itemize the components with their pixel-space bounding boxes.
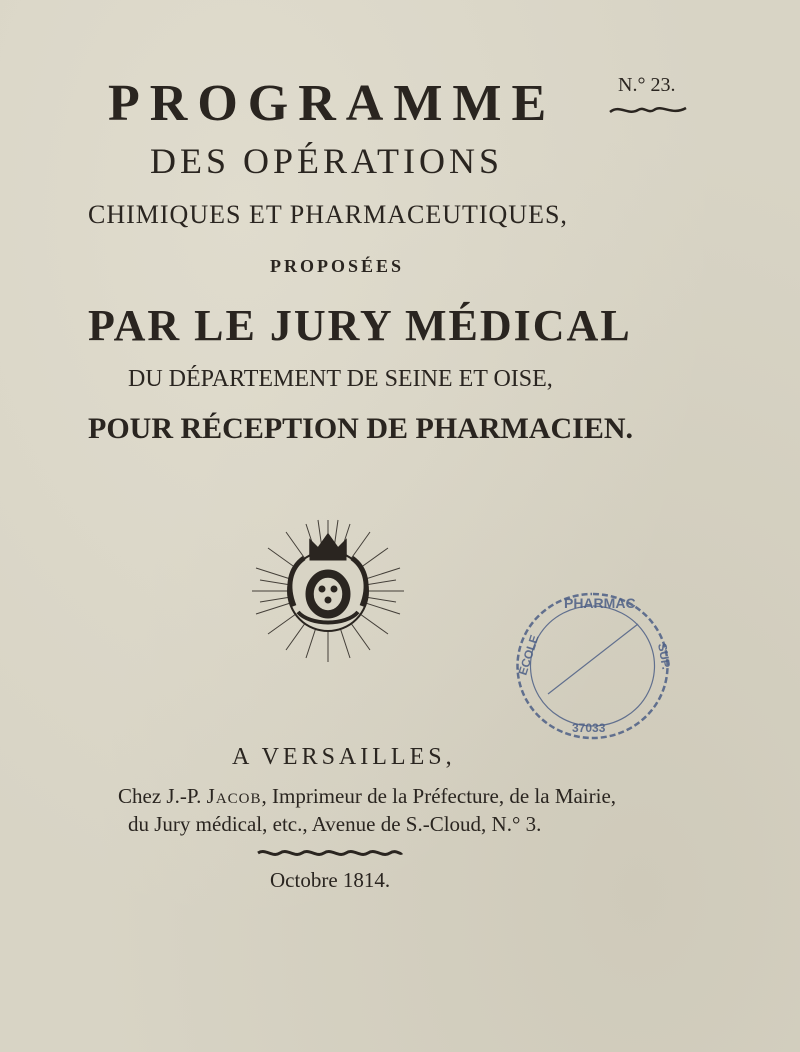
imprint-place: A VERSAILLES, bbox=[232, 744, 456, 770]
stamp-bottom-text: 37033 bbox=[572, 721, 606, 735]
title-departement: DU DÉPARTEMENT DE SEINE ET OISE, bbox=[128, 366, 553, 392]
imprint-date: Octobre 1814. bbox=[270, 868, 391, 892]
imprint-printer-line bbox=[118, 784, 616, 809]
imprint-address: du Jury médical, etc., Avenue de S.-Cloud, N.° 3. bbox=[128, 812, 542, 836]
imprint-printer-suffix: , Imprimeur de la Préfecture, de la Mairie, bbox=[261, 784, 617, 808]
flourish-icon bbox=[606, 100, 690, 120]
ornamental-rule-icon bbox=[256, 846, 404, 860]
title-chimiques: CHIMIQUES ET PHARMACEUTIQUES, bbox=[88, 200, 568, 229]
stamp-top-text: PHARMAC bbox=[564, 595, 636, 611]
library-stamp-icon bbox=[508, 584, 678, 744]
royal-crown-emblem-icon bbox=[250, 516, 406, 666]
document-number: N.° 23. bbox=[618, 74, 676, 96]
stamp-left-text: ÉCOLE bbox=[515, 633, 542, 677]
title-programme: PROGRAMME bbox=[108, 75, 557, 132]
imprint-printer-prefix: Chez J.-P. bbox=[118, 784, 207, 808]
stamp-right-text: SUP. bbox=[655, 642, 674, 671]
title-reception: POUR RÉCEPTION DE PHARMACIEN. bbox=[88, 412, 634, 445]
title-jury-medical: PAR LE JURY MÉDICAL bbox=[88, 301, 632, 350]
imprint-printer-name: Jacob bbox=[206, 784, 262, 808]
title-proposees: PROPOSÉES bbox=[270, 256, 405, 276]
title-operations: DES OPÉRATIONS bbox=[150, 141, 504, 181]
